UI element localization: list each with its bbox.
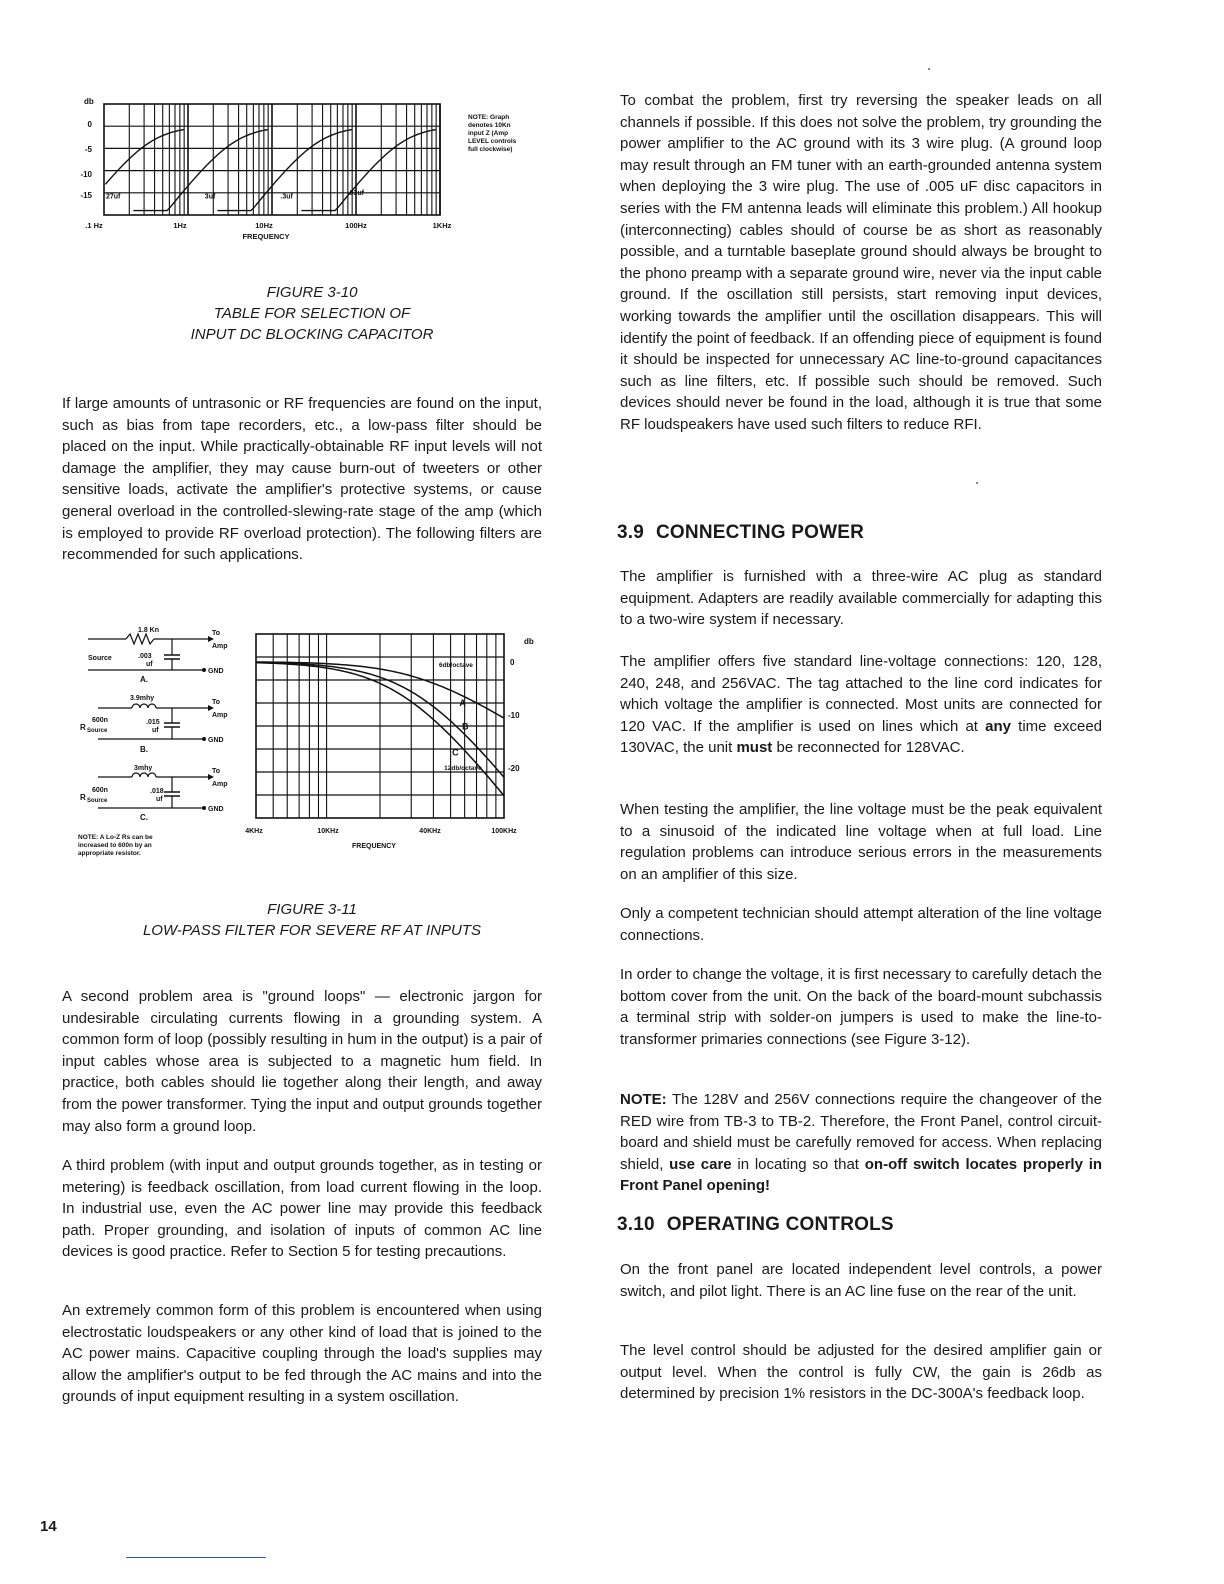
- circuit-b-cap-label: .015: [146, 719, 160, 726]
- right-paragraph-front-panel: On the front panel are located independent level controls, a power switch, and pilot light. There is an AC line fuse on the rear of the unit.: [620, 1261, 1102, 1300]
- fig310-y-tick: 0: [87, 120, 92, 129]
- fig310-curve-label: 27uf: [106, 193, 121, 201]
- right-paragraph-testing: When testing the amplifier, the line voltage must be the peak equivalent to a sinusoid of the indicated line voltage when at full load. Line regulation problems can introduce serious errors in the measurements on an amplifier of this size.: [620, 801, 1102, 883]
- figure-3-10-caption-line: INPUT DC BLOCKING CAPACITOR: [190, 326, 434, 343]
- fig311-x-label: FREQUENCY: [352, 843, 396, 850]
- figure-3-10-caption: [62, 282, 562, 345]
- fig311-x-tick: 10KHz: [317, 828, 339, 835]
- section-3-9-heading: [617, 522, 864, 544]
- circuit-c-label: C.: [140, 813, 148, 822]
- note-use-care: use care: [669, 1155, 732, 1173]
- figure-3-11-caption-line: LOW-PASS FILTER FOR SEVERE RF AT INPUTS: [142, 922, 482, 939]
- fig311-note-line: appropriate resistor.: [78, 850, 141, 857]
- line-voltage-any: any: [985, 717, 1011, 735]
- fig310-note-line: full clockwise): [468, 146, 513, 153]
- circuit-c-cap-unit: uf: [156, 796, 163, 803]
- section-3-10-title: OPERATING CONTROLS: [666, 1214, 894, 1235]
- circuit-c-rs: R: [80, 793, 86, 802]
- fig311-x-tick: 100KHz: [491, 828, 517, 835]
- fig311-y-tick: 0: [510, 658, 515, 667]
- circuit-b-to: To: [212, 699, 221, 706]
- circuit-c-rs-sub: Source: [87, 798, 108, 804]
- circuit-b-rs-sub: Source: [87, 728, 108, 734]
- line-voltage-text: The amplifier offers five standard line-voltage connections: 120, 128, 240, 248, and 256VAC. The tag attached to the line cord indicates for which voltage the amplifier is connected. Most units are connected for 120 VAC. If the amplifier is used on lines which at: [620, 653, 1102, 735]
- circuit-a-to: To: [212, 630, 221, 637]
- circuit-b-r: 600n: [92, 717, 108, 724]
- circuit-b: [80, 695, 228, 754]
- fig310-note-line: input Z (Amp: [468, 130, 509, 137]
- fig310-x-tick: 1KHz: [432, 221, 452, 230]
- bottom-blue-rule: [126, 1557, 266, 1558]
- fig311-y-tick: -20: [508, 764, 520, 773]
- circuit-c-r: 600n: [92, 787, 108, 794]
- line-voltage-text: be reconnected for 128VAC.: [776, 739, 965, 757]
- section-3-10-number: 3.10: [617, 1214, 655, 1235]
- fig310-x-tick: .1 Hz: [85, 221, 103, 230]
- right-paragraph-three-wire: The amplifier is furnished with a three-wire AC plug as standard equipment. Adapters are readily available commercially for adapting this to a two-wire system if necessary.: [620, 568, 1102, 629]
- section-3-9-title: CONNECTING POWER: [656, 522, 864, 543]
- circuit-c-to: To: [212, 768, 221, 775]
- circuit-a-cap-unit: uf: [146, 661, 153, 668]
- note-label: NOTE:: [620, 1091, 667, 1108]
- line-voltage-must: must: [736, 739, 773, 757]
- circuit-c: [80, 765, 228, 822]
- fig310-curve-label: .03uf: [347, 190, 364, 198]
- page-number: 14: [40, 1518, 57, 1535]
- fig311-note-line: NOTE: A Lo-Z Rs can be: [78, 834, 153, 841]
- fig310-x-label: FREQUENCY: [242, 232, 290, 241]
- circuit-b-gnd: GND: [208, 737, 224, 744]
- fig310-y-unit: db: [84, 97, 94, 106]
- fig311-plot-area: [256, 634, 504, 818]
- figure-3-11-caption-line: FIGURE 3-11: [267, 901, 357, 918]
- figure-3-10-caption-line: TABLE FOR SELECTION OF: [213, 305, 411, 322]
- left-paragraph-feedback-oscillation: A third problem (with input and output grounds together, as in testing or metering) is feedback oscillation, from load current flowing in the loop. In industrial use, even the AC power line may provide this feedback path. Proper grounding, and isolation of inputs of common AC line devices is good practice. Refer to Section 5 for testing precautions.: [62, 1157, 542, 1261]
- fig311-x-tick: 4KHz: [245, 828, 263, 835]
- circuit-b-inductor-label: 3.9mhy: [130, 695, 155, 702]
- fig310-y-tick: -15: [80, 191, 92, 200]
- circuit-c-inductor-label: 3mhy: [134, 765, 153, 772]
- circuit-a-source: Source: [88, 655, 112, 662]
- figure-3-11-circuits: [78, 622, 248, 872]
- fig311-y-unit: db: [524, 637, 534, 646]
- circuit-b-rs: R: [80, 723, 86, 732]
- note-text: in locating so that: [737, 1155, 859, 1173]
- left-paragraph-ground-loops: A second problem area is "ground loops" — electronic jargon for undesirable circulating currents flowing in a grounding system. A common form of loop (possibly resulting in hum in the output) is a pair of input cables whose area is subjected to a magnetic hum field. In practice, both cables should lie together along their length, and away from the power transformer. Tying the input and output grounds together may also form a ground loop.: [62, 988, 542, 1135]
- figure-3-11-caption: [62, 899, 562, 941]
- circuit-c-cap-label: .018: [150, 788, 164, 795]
- fig311-curve-label: C: [452, 747, 459, 758]
- circuit-a-label: A.: [140, 675, 148, 684]
- right-paragraph-change-voltage: In order to change the voltage, it is first necessary to carefully detach the bottom cover from the unit. On the back of the board-mount subchassis a terminal strip with solder-on jumpers is used to make the line-to-transformer primaries connections (see Figure 3-12).: [620, 966, 1102, 1048]
- figure-3-10-graph: [70, 90, 540, 250]
- section-3-10-heading: [617, 1214, 894, 1236]
- fig310-y-tick: -5: [84, 145, 92, 154]
- right-paragraph-level-control: The level control should be adjusted for the desired amplifier gain or output level. When the control is fully CW, the gain is 26db as determined by precision 1% resistors in the DC-300A's feedback loop.: [620, 1342, 1102, 1403]
- circuit-a-resistor-label: 1.8 Kn: [138, 627, 160, 634]
- fig311-curve-label: B: [462, 721, 469, 732]
- fig310-note-line: LEVEL controls: [468, 138, 517, 145]
- note-on-off-switch: on-off switch locates properly in Front Panel opening!: [620, 1155, 1103, 1195]
- fig310-x-tick: 1Hz: [173, 221, 187, 230]
- scan-speck: [976, 482, 978, 484]
- section-3-9-number: 3.9: [617, 522, 645, 543]
- circuit-a-amp: Amp: [212, 643, 228, 650]
- fig310-x-tick: 10Hz: [255, 221, 273, 230]
- circuit-c-gnd: GND: [208, 806, 224, 813]
- fig311-slope-label: 12db/octave: [444, 765, 482, 773]
- right-paragraph-line-voltage: [620, 651, 1102, 759]
- circuit-a: [88, 627, 228, 684]
- left-paragraph-electrostatic: An extremely common form of this problem is encountered when using electrostatic loudspeakers or any other kind of load that is joined to the AC power mains. Capacitive coupling through the load's supplies may allow the amplifier's output to be fed through the AC mains and into the grounds of input equipment resulting in a system oscillation.: [62, 1302, 542, 1406]
- figure-3-10-caption-line: FIGURE 3-10: [266, 284, 358, 301]
- fig311-note-line: increased to 600n by an: [78, 842, 152, 849]
- scan-speck: [928, 68, 930, 70]
- circuit-c-amp: Amp: [212, 781, 228, 788]
- note-text: The 128V and 256V connections require the changeover of the RED wire from TB-3 to TB-2. Therefore, the Front Panel, control circuit-board and shield must be carefully removed for access. When replacing shield,: [620, 1091, 1102, 1173]
- right-paragraph-technician: Only a competent technician should attempt alteration of the line voltage connections.: [620, 905, 1102, 944]
- fig310-y-tick: -10: [80, 170, 92, 179]
- fig310-curve-label: .3uf: [280, 193, 293, 201]
- circuit-b-label: B.: [140, 745, 148, 754]
- fig311-y-tick: -10: [508, 711, 520, 720]
- fig311-x-tick: 40KHz: [419, 828, 441, 835]
- fig310-curve-label: 3uf: [204, 193, 216, 201]
- fig310-plot-area: [104, 104, 440, 215]
- circuit-a-cap-label: .003: [138, 653, 152, 660]
- fig311-slope-label: 6db/octave: [438, 662, 473, 670]
- fig310-x-tick: 100Hz: [345, 221, 367, 230]
- circuit-a-gnd: GND: [208, 668, 224, 675]
- left-paragraph-rf-filter: If large amounts of untrasonic or RF frequencies are found on the input, such as bias from tape recorders, etc., a low-pass filter should be placed on the input. While practically-obtainable RF input levels will not damage the amplifier, they may cause burn-out of tweeters or other sensitive loads, activate the amplifier's protective systems, or cause general overload in the controlled-slewing-rate stage of the amp (which is employed to provide RF overload protection). The following filters are recommended for such applications.: [62, 395, 542, 564]
- circuit-b-cap-unit: uf: [152, 727, 159, 734]
- figure-3-11-graph: [238, 628, 548, 856]
- right-paragraph-combat-problem: To combat the problem, first try reversing the speaker leads on all channels if possible. If this does not solve the problem, try grounding the power amplifier to the AC ground with its 3 wire plug. (A ground loop may result through an FM tuner with an earth-grounded antenna system when deploying the 3 wire plug. The use of .005 uF disc capacitors in series with the FM antenna leads will eliminate this problem.) All hookup (interconnecting) cables should of course be as short as reasonably possible, and a turntable baseplate ground should always be brought to the phono preamp with a separate ground wire, never via the input cable ground. If the oscillation still persists, start removing input devices, working towards the amplifier until the oscillation disappears. This will identify the point of feedback. If an offending piece of equipment is found it should be inspected for unnecessary AC line-to-ground capacitances such as line filters, etc. If possible such should be removed. Such devices should never be found in the load, although it is true that some RF loudspeakers have used such filters to reduce RFI.: [620, 92, 1102, 433]
- line-voltage-text: time exceed 130VAC, the unit: [620, 717, 1103, 757]
- fig310-note-line: denotes 10Kn: [468, 122, 511, 129]
- fig310-note-line: NOTE: Graph: [468, 114, 510, 121]
- right-paragraph-note: [620, 1089, 1102, 1197]
- fig311-curve-label: A: [459, 697, 466, 708]
- circuit-b-amp: Amp: [212, 712, 228, 719]
